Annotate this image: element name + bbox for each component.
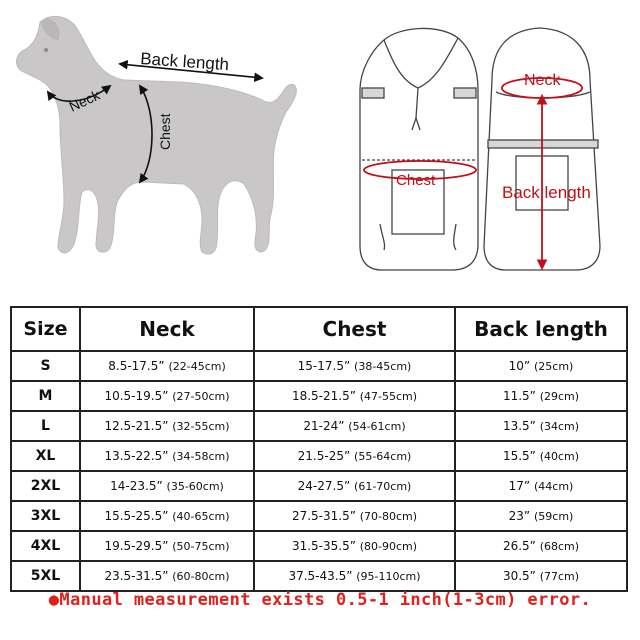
dog-back-length-label: Back length bbox=[139, 49, 230, 75]
table-row bbox=[11, 381, 627, 411]
back-length-cell bbox=[455, 411, 627, 441]
neck-cell-neck-in: 14-23.5” bbox=[110, 479, 163, 493]
chest-cell bbox=[254, 351, 455, 381]
size-cell-size: 5XL bbox=[30, 568, 61, 584]
dog-neck-label: Neck bbox=[66, 86, 103, 115]
neck-cell-neck-in: 12.5-21.5” bbox=[104, 419, 169, 433]
chest-cell bbox=[254, 531, 455, 561]
neck-cell bbox=[80, 351, 254, 381]
chest-cell-chest-cm: (80-90cm) bbox=[359, 540, 418, 553]
neck-cell-neck-cm: (22-45cm) bbox=[168, 360, 226, 373]
size-cell bbox=[11, 531, 80, 561]
chest-cell-chest-in: 21.5-25” bbox=[297, 449, 351, 463]
size-cell bbox=[11, 381, 80, 411]
back-length-cell bbox=[455, 501, 627, 531]
header-size: Size bbox=[11, 307, 80, 351]
chest-cell-chest-in: 37.5-43.5” bbox=[288, 569, 353, 583]
coat-back-neck-label: Neck bbox=[524, 72, 561, 89]
back-length-cell bbox=[455, 561, 627, 591]
neck-cell bbox=[80, 381, 254, 411]
back-length-cell-back-cm: (40cm) bbox=[539, 450, 580, 463]
chest-cell-chest-cm: (54-61cm) bbox=[348, 420, 406, 433]
neck-cell-neck-cm: (27-50cm) bbox=[172, 390, 230, 403]
chest-cell-chest-in: 31.5-35.5” bbox=[291, 539, 356, 553]
neck-cell-neck-cm: (34-58cm) bbox=[172, 450, 230, 463]
table-row bbox=[11, 471, 627, 501]
chest-cell-chest-cm: (55-64cm) bbox=[354, 450, 412, 463]
size-cell bbox=[11, 411, 80, 441]
chest-cell bbox=[254, 381, 455, 411]
back-length-cell-back-in: 30.5” bbox=[502, 569, 536, 583]
neck-cell-neck-cm: (40-65cm) bbox=[172, 510, 230, 523]
chest-cell bbox=[254, 501, 455, 531]
chest-cell-chest-in: 27.5-31.5” bbox=[291, 509, 356, 523]
size-cell-size: XL bbox=[35, 448, 56, 464]
neck-cell-neck-in: 23.5-31.5” bbox=[104, 569, 169, 583]
size-cell-size: 3XL bbox=[30, 508, 61, 524]
back-length-cell-back-cm: (44cm) bbox=[533, 480, 574, 493]
table-row bbox=[11, 501, 627, 531]
back-length-cell bbox=[455, 531, 627, 561]
measurement-error-note: ●Manual measurement exists 0.5-1 inch(1-3cm) error. bbox=[48, 590, 592, 610]
back-length-cell-back-cm: (34cm) bbox=[539, 420, 580, 433]
size-cell bbox=[11, 561, 80, 591]
back-length-cell-back-cm: (77cm) bbox=[539, 570, 580, 583]
chest-cell bbox=[254, 471, 455, 501]
chest-cell-chest-in: 18.5-21.5” bbox=[291, 389, 356, 403]
product-illustrations bbox=[0, 0, 640, 300]
back-length-cell-back-in: 17” bbox=[508, 479, 531, 493]
size-chart-table bbox=[10, 306, 628, 592]
back-length-cell-back-cm: (25cm) bbox=[533, 360, 574, 373]
table-row bbox=[11, 561, 627, 591]
header-neck: Neck bbox=[80, 307, 254, 351]
chest-cell-chest-in: 21-24” bbox=[303, 419, 345, 433]
chest-cell-chest-cm: (70-80cm) bbox=[359, 510, 418, 523]
table-row bbox=[11, 441, 627, 471]
neck-cell-neck-in: 13.5-22.5” bbox=[104, 449, 169, 463]
neck-cell-neck-cm: (35-60cm) bbox=[166, 480, 224, 493]
size-cell bbox=[11, 441, 80, 471]
back-length-cell-back-cm: (59cm) bbox=[533, 510, 574, 523]
back-length-cell-back-cm: (68cm) bbox=[539, 540, 580, 553]
chest-cell-chest-cm: (47-55cm) bbox=[359, 390, 418, 403]
size-cell bbox=[11, 471, 80, 501]
neck-cell-neck-cm: (50-75cm) bbox=[172, 540, 230, 553]
size-cell bbox=[11, 501, 80, 531]
header-back-length: Back length bbox=[455, 307, 627, 351]
neck-cell-neck-in: 10.5-19.5” bbox=[104, 389, 169, 403]
back-length-cell-back-in: 26.5” bbox=[502, 539, 536, 553]
back-length-cell-back-cm: (29cm) bbox=[539, 390, 580, 403]
size-cell-size: M bbox=[38, 388, 53, 404]
back-length-cell-back-in: 13.5” bbox=[502, 419, 536, 433]
back-length-cell bbox=[455, 471, 627, 501]
size-cell-size: 2XL bbox=[30, 478, 61, 494]
back-length-cell-back-in: 10” bbox=[508, 359, 531, 373]
neck-cell bbox=[80, 471, 254, 501]
chest-cell-chest-cm: (61-70cm) bbox=[354, 480, 412, 493]
table-row bbox=[11, 351, 627, 381]
chest-cell-chest-in: 24-27.5” bbox=[297, 479, 351, 493]
size-cell-size: S bbox=[40, 358, 51, 374]
chest-cell bbox=[254, 561, 455, 591]
header-chest: Chest bbox=[254, 307, 455, 351]
back-length-cell bbox=[455, 441, 627, 471]
size-cell bbox=[11, 351, 80, 381]
coat-front-chest-label: Chest bbox=[396, 172, 436, 189]
table-row bbox=[11, 411, 627, 441]
neck-cell-neck-cm: (60-80cm) bbox=[172, 570, 230, 583]
neck-cell bbox=[80, 411, 254, 441]
chest-cell bbox=[254, 441, 455, 471]
neck-cell-neck-cm: (32-55cm) bbox=[172, 420, 230, 433]
neck-cell bbox=[80, 501, 254, 531]
back-length-cell bbox=[455, 351, 627, 381]
back-length-cell-back-in: 15.5” bbox=[502, 449, 536, 463]
neck-cell-neck-in: 15.5-25.5” bbox=[104, 509, 169, 523]
chest-cell-chest-in: 15-17.5” bbox=[297, 359, 351, 373]
neck-cell bbox=[80, 531, 254, 561]
size-cell-size: L bbox=[41, 418, 50, 434]
back-length-cell bbox=[455, 381, 627, 411]
chest-cell bbox=[254, 411, 455, 441]
table-row bbox=[11, 531, 627, 561]
back-length-cell-back-in: 11.5” bbox=[502, 389, 536, 403]
size-cell-size: 4XL bbox=[30, 538, 61, 554]
dog-chest-label: Chest bbox=[157, 113, 173, 150]
chest-cell-chest-cm: (38-45cm) bbox=[354, 360, 412, 373]
neck-cell-neck-in: 19.5-29.5” bbox=[104, 539, 169, 553]
coat-back-length-label: Back length bbox=[502, 183, 591, 202]
back-length-cell-back-in: 23” bbox=[508, 509, 531, 523]
neck-cell-neck-in: 8.5-17.5” bbox=[108, 359, 165, 373]
table-header-row bbox=[11, 307, 627, 351]
chest-cell-chest-cm: (95-110cm) bbox=[356, 570, 421, 583]
neck-cell bbox=[80, 561, 254, 591]
neck-cell bbox=[80, 441, 254, 471]
raincoat-front-sketch bbox=[360, 28, 478, 270]
